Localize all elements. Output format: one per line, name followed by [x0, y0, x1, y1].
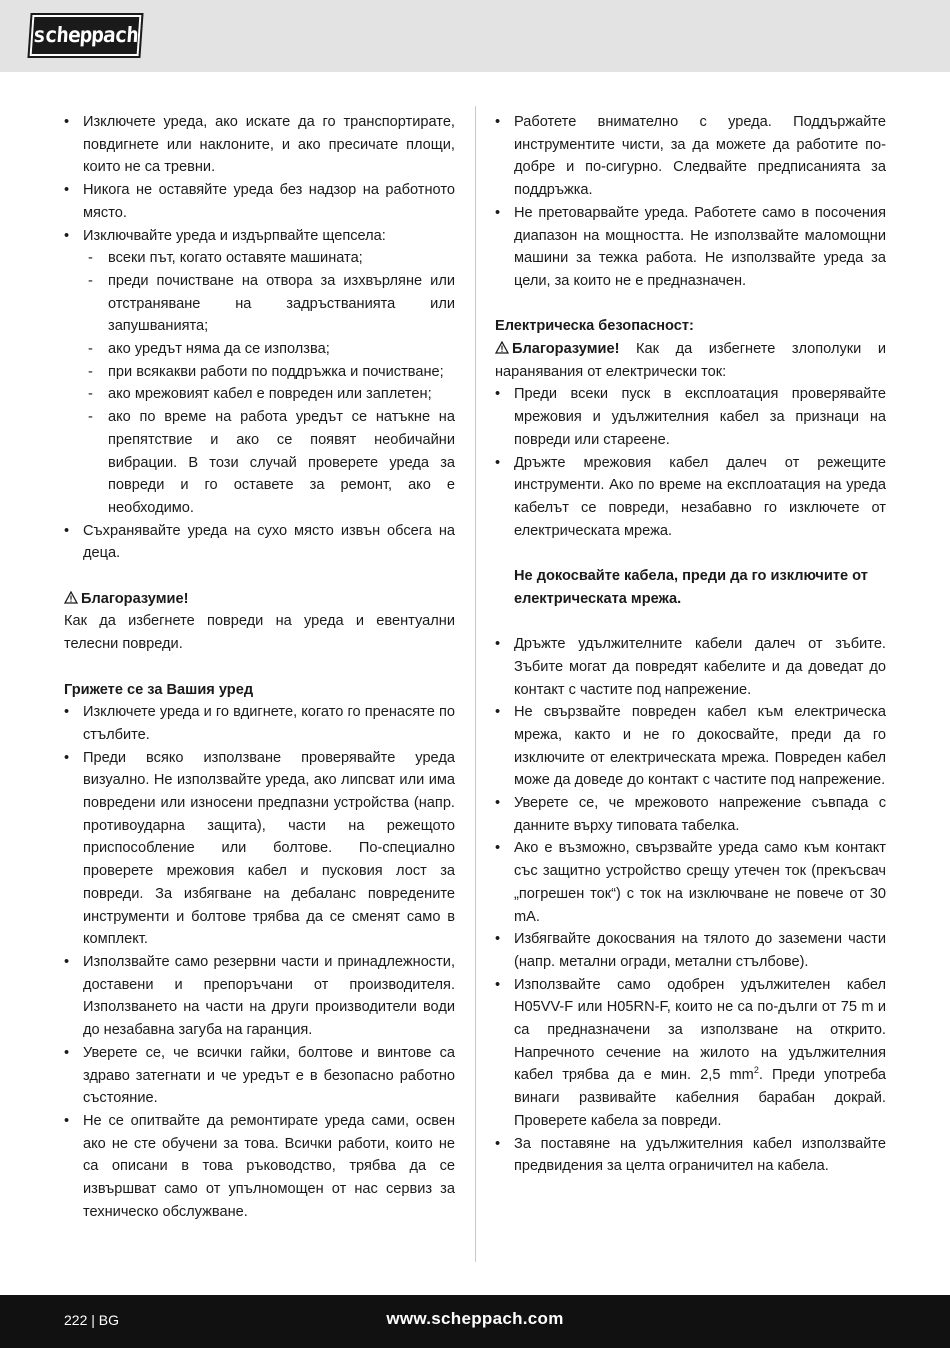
list-item: • Никога не оставяйте уреда без надзор на работното място.	[64, 179, 455, 224]
cable-text-b: . Преди употреба винаги развивайте кабелния барабан докрай. Проверете кабела за повреди.	[514, 1067, 886, 1129]
list-item: • Работете внимателно с уреда. Поддържайте инструментите чисти, за да можете да работите по-добре и по-сигурно. Следвайте предписанията за поддръжка.	[495, 111, 886, 202]
safety-bullet-list	[64, 111, 455, 565]
list-item: • Преди всеки пуск в експлоатация проверявайте мрежовия и удължителния кабел за признаци на повреди или стареене.	[495, 383, 886, 451]
sub-list-item: - преди почистване на отвора за изхвърляне или отстраняване на задръстванията или запушванията;	[64, 270, 455, 338]
warning-triangle-icon	[64, 591, 78, 604]
list-item: • Уверете се, че мрежовото напрежение съвпада с данните върху типовата табелка.	[495, 792, 886, 837]
column-divider	[475, 106, 476, 1262]
superscript-2: 2	[753, 1065, 759, 1076]
electrical-caution-text: Как да избегнете злополуки и наранявания от електрически ток:	[495, 341, 887, 380]
list-item	[64, 225, 455, 520]
caution-title: Благоразумие!	[81, 590, 189, 607]
list-item: • Не претоварвайте уреда. Работете само в посочения диапазон на мощността. Не използвайте маломощни машини за тежка работа. Не използвайте уреда за цели, за които не е предназначен.	[495, 202, 886, 293]
cable-text-a: Използвайте само одобрен удължителен кабел H05VV-F или H05RN-F, които не са по-дълги от 75 m и са предназначени за използване на открито. Напречното сечение на жилото на удължителния кабел трябва да е мин. 2,5 mm	[514, 976, 886, 1084]
electrical-bullet-list	[495, 383, 886, 542]
list-item: • За поставяне на удължителния кабел използвайте предвидения за целта ограничител на кабела.	[495, 1133, 886, 1178]
caution-text: Как да избегнете повреди на уреда и евентуални телесни повреди.	[64, 613, 455, 653]
list-item: • Изключете уреда, ако искате да го транспортирате, повдигнете или наклоните, и ако пресичате площи, които не са тревни.	[64, 111, 455, 179]
list-item: • Дръжте удължителните кабели далеч от зъбите. Зъбите могат да повредят кабелите и да доведат до контакт с частите под напрежение.	[495, 633, 886, 701]
work-bullet-list	[495, 111, 886, 293]
left-column	[64, 111, 455, 1223]
sub-list-item: - ако уредът няма да се използва;	[64, 338, 455, 361]
list-item: • Ако е възможно, свързвайте уреда само към контакт със защитно устройство срещу утечен ток (прекъсвач „погрешен ток“) с ток на изключване не повече от 30 mA.	[495, 837, 886, 928]
page-footer	[0, 1295, 950, 1348]
caution-heading	[64, 588, 455, 611]
sub-list-item: - ако мрежовият кабел е повреден или заплетен;	[64, 383, 455, 406]
page-header	[0, 0, 950, 72]
list-item	[495, 974, 886, 1133]
list-item: • Съхранявайте уреда на сухо място извън обсега на деца.	[64, 520, 455, 565]
sub-list-item: - всеки път, когато оставяте машината;	[64, 247, 455, 270]
care-heading: Грижете се за Вашия уред	[64, 681, 254, 698]
electrical-caution-label: Благоразумие!	[512, 341, 620, 358]
list-item: • Не свързвайте повреден кабел към електрическа мрежа, както и не го докосвайте, преди да го изключите от електрическата мрежа. Повреден кабел може да доведе до контакт с частите под напрежение.	[495, 701, 886, 792]
website-url: www.scheppach.com	[386, 1309, 564, 1328]
page-number: 222 | BG	[64, 1312, 120, 1328]
list-item: • Дръжте мрежовия кабел далеч от режещите инструменти. Ако по време на експлоатация на уреда кабелът се повреди, незабавно го изключете от електрическата мрежа.	[495, 452, 886, 543]
cable-bullet-list	[495, 633, 886, 1178]
care-bullet-list	[64, 701, 455, 1223]
electrical-caution	[495, 338, 886, 383]
list-item-text: Изключвайте уреда и издърпвайте щепсела:	[83, 227, 386, 244]
list-item: • Изключете уреда и го вдигнете, когато го пренасяте по стълбите.	[64, 701, 455, 746]
sub-list	[64, 247, 455, 519]
sub-list-item: - при всякакви работи по поддръжка и почистване;	[64, 361, 455, 384]
list-item: • Използвайте само резервни части и принадлежности, доставени и препоръчани от производителя. Използването на части на други производители води до незабавна загуба на гаранция.	[64, 951, 455, 1042]
bold-warning-note: Не докосвайте кабела, преди да го изключите от електрическата мрежа.	[514, 568, 868, 607]
right-column	[495, 111, 886, 1178]
scheppach-logo: scheppach	[30, 15, 142, 56]
sub-list-item: - ако по време на работа уредът се натъкне на препятствие и ако се появят необичайни вибрации. В този случай проверете уреда за повреди и го оставете за ремонт, ако е необходимо.	[64, 406, 455, 520]
list-item: • Не се опитвайте да ремонтирате уреда сами, освен ако не сте обучени за това. Всички работи, които не са описани в това ръководство, трябва да се извършват само от упълномощен от нас сервиз за техническо обслужване.	[64, 1110, 455, 1224]
electrical-safety-heading: Електрическа безопасност:	[495, 318, 694, 335]
list-item: • Уверете се, че всички гайки, болтове и винтове са здраво затегнати и че уредът е в безопасно работно състояние.	[64, 1042, 455, 1110]
list-item: • Избягвайте докосвания на тялото до заземени части (напр. метални огради, метални стълбове).	[495, 928, 886, 973]
warning-triangle-icon	[495, 341, 509, 354]
list-item: • Преди всяко използване проверявайте уреда визуално. Не използвайте уреда, ако липсват или има повредени или износени предпазни устройства (напр. противоударна защита), части на режещото приспособление или болтове. По-специално проверете мрежовия кабел и пусковия лост за повреди. За избягване на дебаланс повредените инструменти и болтове трябва да се сменят само в комплект.	[64, 747, 455, 951]
